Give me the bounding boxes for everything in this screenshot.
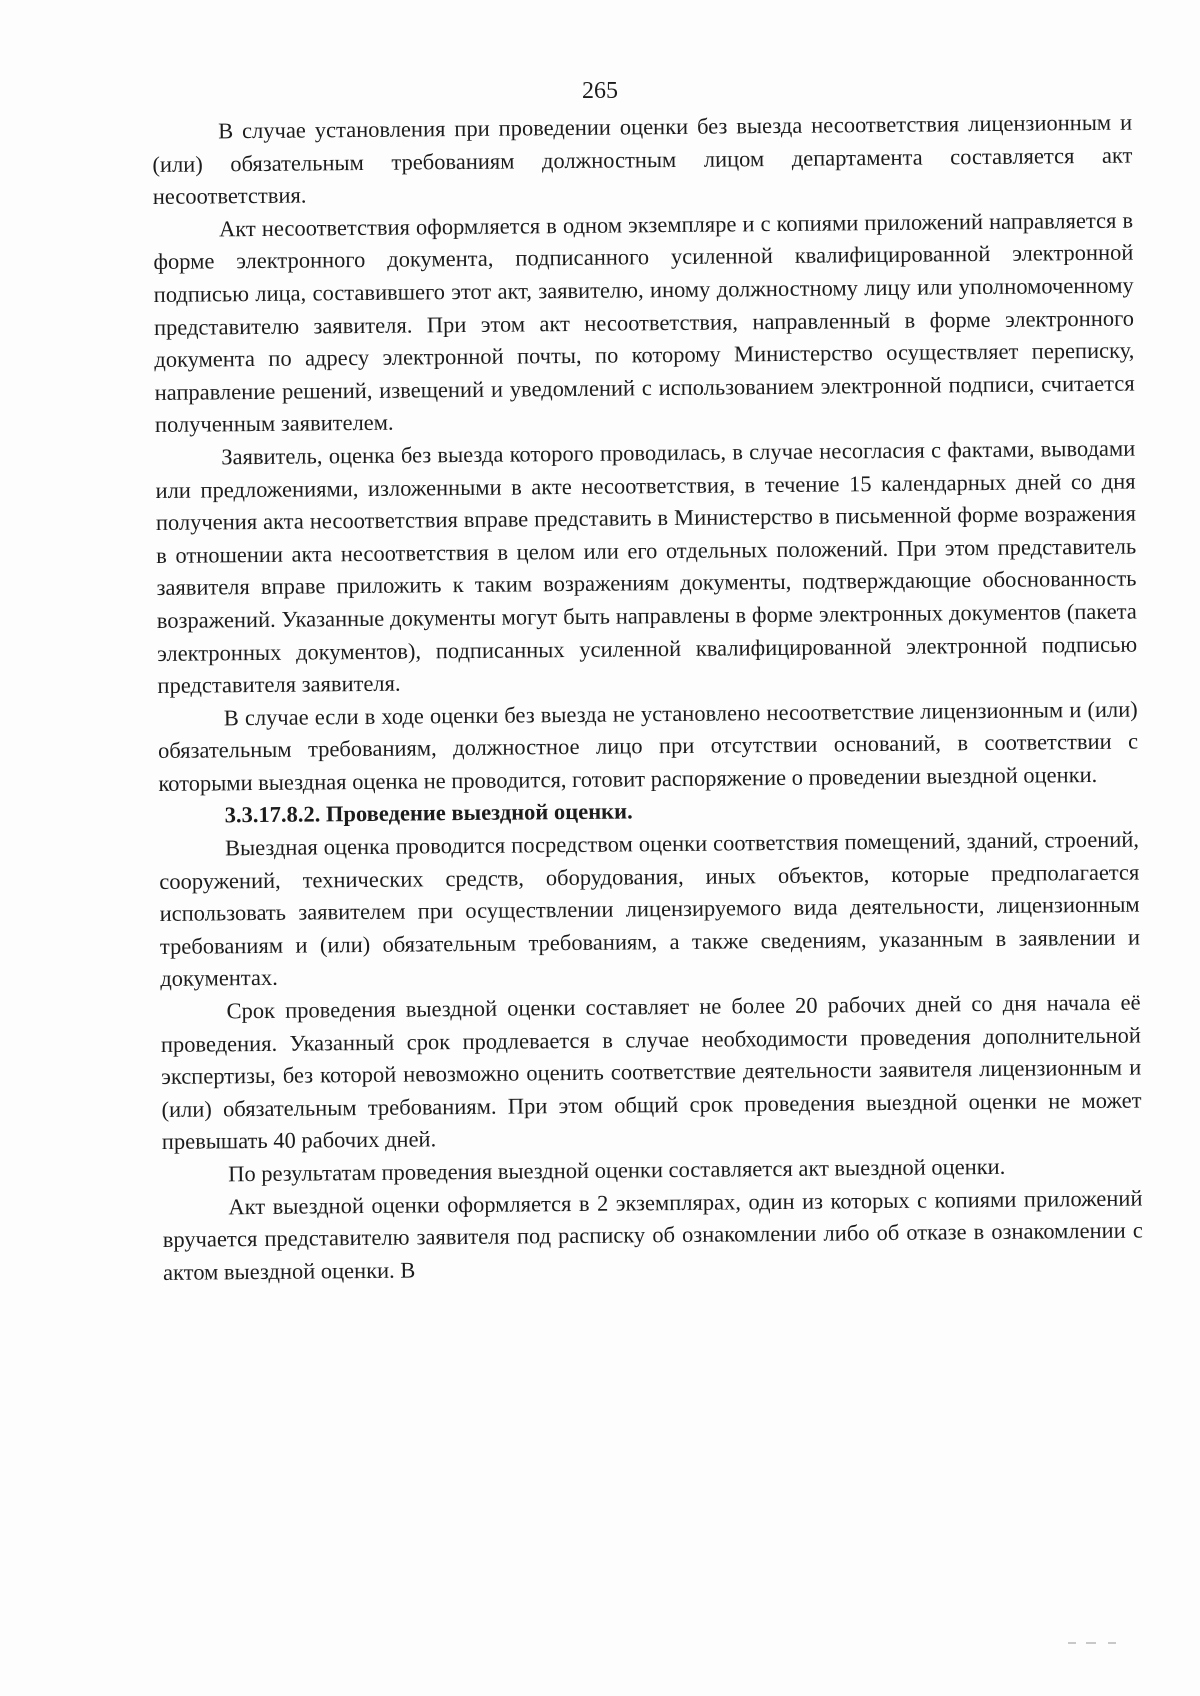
scan-artifact [1108, 1642, 1116, 1644]
paragraph-4: В случае если в ходе оценки без выезда не установлено несоответствие лицензионным и (или) обязательным требованиям, должностное лицо при отсутствии оснований, в соответствии с которыми выездная оценка не проводится, готовит распоряжение о проведении выездной оценки. [157, 696, 1139, 796]
section-heading: 3.3.17.8.2. Проведение выездной оценки. [224, 798, 633, 828]
paragraph-3: Заявитель, оценка без выезда которого проводилась, в случае несогласия с фактами, выводами или предложениями, изложенными в акте несоответствия, в течение 15 календарных дней со дня получения акта несоответствия вправе представить в Министерство в письменной форме возражения в отношении акта несоответствия в целом или его отдельных положений. При этом представитель заявителя вправе приложить к таким возражениям документы, подтверждающие обоснованность возражений. Указанные документы могут быть направлены в форме электронных документов (пакета электронных документов), подписанных усиленной квалифицированной электронной подписью представителя заявителя. [155, 435, 1138, 699]
scan-artifact [1086, 1642, 1096, 1644]
paragraph-7: По результатам проведения выездной оценки составляется акт выездной оценки. [228, 1153, 1006, 1187]
paragraph-5: Выездная оценка проводится посредством оценки соответствия помещений, зданий, строений, сооружений, технических средств, оборудования, иных объектов, которые предполагается использовать заявителем при осуществлении лицензируемого вида деятельности, лицензионным требованиям и (или) обязательным требованиям, а также сведениям, указанным в заявлении и документах. [159, 826, 1141, 992]
paragraph-2: Акт несоответствия оформляется в одном экземпляре и с копиями приложений направляется в форме электронного документа, подписанного усиленной квалифицированной электронной подписью лица, составившего этот акт, заявителю, иному должностному лицу или уполномоченному представителю заявителя. При этом акт несоответствия, направленный в форме электронного документа по адресу электронной почты, по которому Министерство осуществляет переписку, направление решений, извещений и уведомлений с использованием электронной подписи, считается полученным заявителем. [153, 207, 1135, 438]
paragraph-6: Срок проведения выездной оценки составляет не более 20 рабочих дней со дня начала её проведения. Указанный срок продлевается в случае необходимости проведения дополнительной экспертизы, без которой невозможно оценить соответствие деятельности заявителя лицензионным и (или) обязательным требованиям. При этом общий срок проведения выездной оценки не может превышать 40 рабочих дней. [160, 989, 1142, 1155]
paragraph-1: В случае установления при проведении оценки без выезда несоответствия лицензионным и (или) обязательным требованиям должностным лицом департамента составляется акт несоответствия. [152, 109, 1133, 210]
paragraph-8: Акт выездной оценки оформляется в 2 экземплярах, один из которых с копиями приложений вручается представителю заявителя под расписку об ознакомлении либо об отказе в ознакомлении с актом выездной оценки. В [162, 1185, 1143, 1285]
scan-artifact [1068, 1642, 1076, 1644]
document-body [152, 107, 1143, 1290]
page-number: 265 [582, 78, 618, 104]
